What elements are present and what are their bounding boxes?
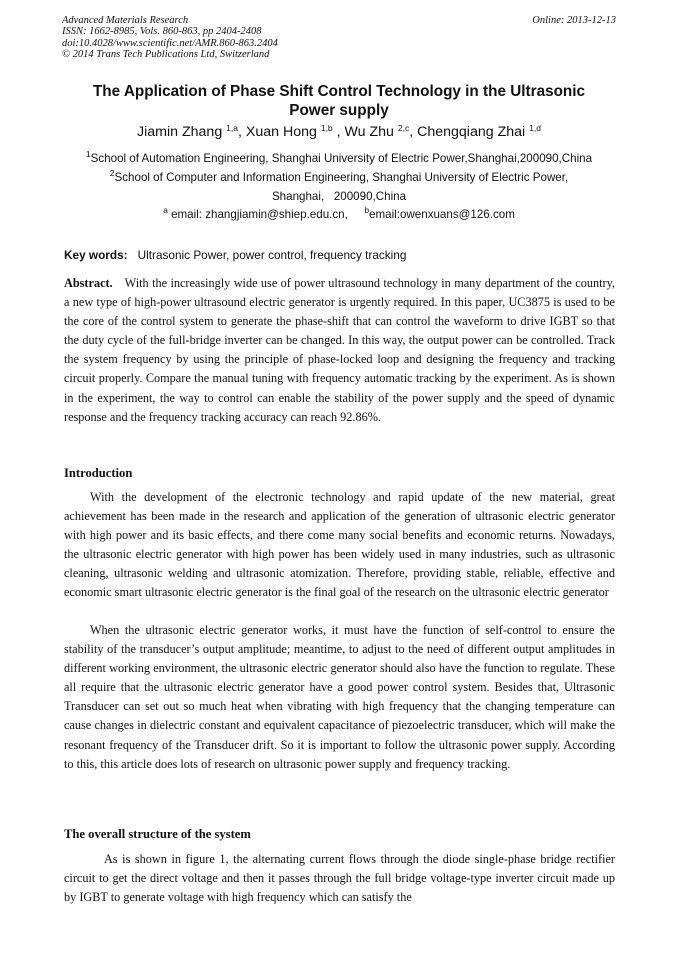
author-name: Chengqiang Zhai <box>417 124 526 140</box>
author-sup: 1,a <box>226 123 238 133</box>
intro-paragraph-1: With the development of the electronic technology and rapid update of the new material, great achievement has been made in the research and application of the generation of ultrasonic electric generator with high power and its basic effects, and there come many social benefits and economic returns. Nowadays, the ultrasonic electric generator with high power has been widely used in many industries, such as ultrasonic cleaning, ultrasonic welding and ultrasonic atomization. Therefore, providing stable, reliable, effective and economic smart ultrasonic electric generator is the final goal of the research on the ultrasonic electric generator <box>64 490 615 600</box>
affiliation-text: School of Automation Engineering, Shanghai University of Electric Power,Shanghai,200090,China <box>90 152 593 165</box>
affiliation-sup: 1 <box>85 149 91 159</box>
structure-heading: The overall structure of the system <box>64 827 251 841</box>
introduction-heading: Introduction <box>64 466 133 480</box>
keywords <box>64 247 406 263</box>
author-sup: 2,c <box>397 123 410 133</box>
keywords-label: Key words: <box>64 248 128 262</box>
email-sup: a <box>163 205 168 215</box>
email-sup: b <box>364 205 370 215</box>
author-sup: 1,b <box>320 123 333 133</box>
copyright-line: © 2014 Trans Tech Publications Ltd, Switzerland <box>62 48 270 60</box>
abstract <box>64 274 615 427</box>
doi-line: doi:10.4028/www.scientific.net/AMR.860-863.2404 <box>62 37 278 49</box>
affiliation-1 <box>50 150 628 169</box>
abstract-text: With the increasingly wide use of power ultrasound technology in many department of the country, a new type of high-power ultrasound electric generator is urgently required. In this paper, UC3875 is used to be the core of the control system to generate the phase-shift that can control the waveform to drive IGBT so that the duty cycle of the full-bridge inverter can be changed. In this way, the output power can be controlled. Track the system frequency by using the principle of phase-locked loop and designing the frequency and tracking circuit properly. Compare the manual tuning with frequency automatic tracking by the experiment. As is shown in the experiment, the way to control can enable the stability of the power supply and the speed of dynamic response and the frequency tracking accuracy can reach 92.86%. <box>64 276 615 424</box>
author-name: Wu Zhu <box>344 124 394 140</box>
issn-line: ISSN: 1662-8985, Vols. 860-863, pp 2404-2408 <box>62 26 262 38</box>
structure-paragraph: As is shown in figure 1, the alternating current flows through the diode single-phase bridge rectifier circuit to get the direct voltage and then it passes through the full bridge voltage-type inverter circuit made up by IGBT to generate voltage with high frequency which can satisfy the <box>64 852 615 905</box>
email-line <box>50 207 628 223</box>
paper-title: The Application of Phase Shift Control Technology in the Ultrasonic Power supply <box>92 83 586 119</box>
author-name: Jiamin Zhang <box>137 124 223 140</box>
email-b[interactable]: email:owenxuans@126.com <box>369 208 515 221</box>
author-name: Xuan Hong <box>245 124 317 140</box>
keywords-text: Ultrasonic Power, power control, frequency tracking <box>137 248 407 262</box>
intro-paragraph-2: When the ultrasonic electric generator works, it must have the function of self-control to ensure the stability of the transducer’s output amplitude; meantime, to adjust to the need of different output amplitudes in different working environment, the ultrasonic electric generator should also have the function to regulate. These all require that the ultrasonic electric generator have a good power control system. Besides that, Ultrasonic Transducer can set out so much heat when vibrating with high frequency that the changing temperature can cause changes in dielectric constant and equivalent capacitance of piezoelectric transducer, which will make the resonant frequency of the Transducer drift. So it is important to follow the ultrasonic power supply. According to this, this article does lots of research on ultrasonic power supply and frequency tracking. <box>64 623 615 771</box>
abstract-label: Abstract. <box>64 276 113 290</box>
affiliation-text-cont: Shanghai, 200090,China <box>271 189 407 203</box>
email-a[interactable]: email: zhangjiamin@shiep.edu.cn, <box>171 208 348 221</box>
author-list: Jiamin Zhang $^{1,a}$, Xuan Hong $^{1,b}$ , Wu Zhu $^{2,c}$, Chengqiang Zhai $^{1,d}$ <box>137 123 541 140</box>
affiliation-text: School of Computer and Information Engineering, Shanghai University of Electric Power, <box>114 171 569 184</box>
affiliation-2 <box>50 169 628 206</box>
journal-name: Advanced Materials Research <box>62 15 189 26</box>
affiliation-sup: 2 <box>109 168 115 178</box>
author-sup: 1,d <box>529 123 541 133</box>
online-date: Online: 2013-12-13 <box>532 15 616 26</box>
journal-header <box>62 15 278 60</box>
